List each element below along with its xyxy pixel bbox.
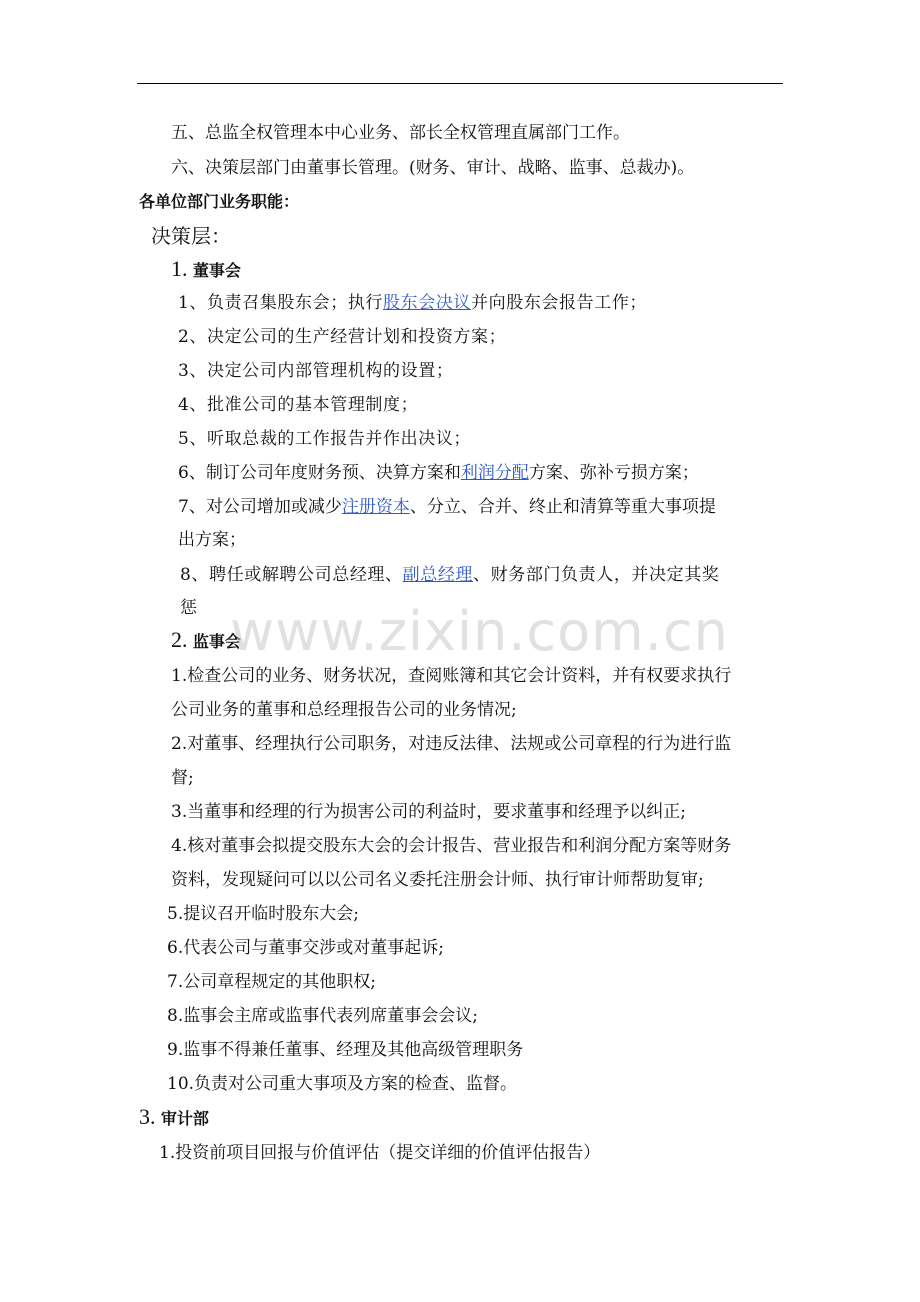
board-item-6-text-end: 方案、弥补亏损方案； — [528, 463, 699, 483]
board-title: 董事会 — [192, 261, 241, 280]
header-rule — [137, 83, 783, 84]
board-item-1-text-end: 并向股东会报告工作； — [471, 293, 648, 313]
link-deputy-gm[interactable]: 副总经理 — [402, 565, 474, 585]
board-item-3: 3、决定公司内部管理机构的设置； — [178, 361, 454, 381]
supervisory-item-7: 7.公司章程规定的其他职权; — [167, 972, 376, 992]
supervisory-item-8: 8.监事会主席或监事代表列席董事会会议; — [167, 1006, 478, 1026]
supervisory-item-1a: 1.检查公司的业务、财务状况，查阅账簿和其它会计资料，并有权要求执行 — [171, 666, 732, 686]
supervisory-item-4b: 资料，发现疑问可以以公司名义委托注册会计师、执行审计师帮助复审; — [171, 870, 704, 890]
layer-title: 决策层： — [151, 224, 231, 248]
link-profit-distribution[interactable]: 利润分配 — [460, 463, 529, 483]
board-item-4: 4、批准公司的基本管理制度； — [178, 395, 419, 415]
board-item-7-text: 7、对公司增加或减少 — [178, 497, 342, 517]
board-item-6 — [178, 461, 699, 485]
board-item-1 — [178, 291, 647, 315]
audit-heading — [139, 1105, 209, 1131]
supervisory-item-5: 5.提议召开临时股东大会; — [167, 904, 359, 924]
supervisory-number: 2. — [171, 627, 188, 652]
board-item-2: 2、决定公司的生产经营计划和投资方案； — [178, 327, 507, 347]
watermark: www.zixin.com.cn — [230, 600, 729, 663]
audit-item-1: 1.投资前项目回报与价值评估（提交详细的价值评估报告） — [159, 1143, 601, 1163]
link-shareholder-resolution[interactable]: 股东会决议 — [383, 293, 472, 313]
audit-number: 3. — [139, 1104, 156, 1129]
intro-line-6: 六、决策层部门由董事长管理。(财务、审计、战略、监事、总裁办)。 — [171, 158, 695, 178]
supervisory-item-4a: 4.核对董事会拟提交股东大会的会计报告、营业报告和利润分配方案等财务 — [171, 836, 732, 856]
board-item-1-text: 1、负责召集股东会；执行 — [178, 293, 384, 313]
board-heading — [171, 257, 241, 283]
board-number: 1. — [171, 256, 188, 281]
audit-title: 审计部 — [160, 1109, 209, 1128]
board-item-8-text-end: 、财务部门负责人，并决定其奖 — [473, 565, 720, 585]
intro-line-5: 五、总监全权管理本中心业务、部长全权管理直属部门工作。 — [171, 123, 630, 143]
board-item-8 — [180, 563, 719, 587]
board-item-8-cont: 惩 — [180, 598, 197, 618]
supervisory-item-9: 9.监事不得兼任董事、经理及其他高级管理职务 — [167, 1040, 524, 1060]
board-item-7-cont: 出方案； — [178, 530, 246, 550]
board-item-5: 5、听取总裁的工作报告并作出决议； — [178, 429, 472, 449]
supervisory-item-2a: 2.对董事、经理执行公司职务，对违反法律、法规或公司章程的行为进行监 — [171, 734, 732, 754]
supervisory-item-2b: 督; — [171, 768, 194, 788]
link-registered-capital[interactable]: 注册资本 — [341, 497, 410, 517]
section-title: 各单位部门业务职能： — [139, 192, 300, 211]
supervisory-item-6: 6.代表公司与董事交涉或对董事起诉; — [167, 938, 444, 958]
supervisory-item-10: 10.负责对公司重大事项及方案的检查、监督。 — [167, 1074, 518, 1094]
board-item-7 — [178, 495, 716, 519]
supervisory-item-3: 3.当董事和经理的行为损害公司的利益时，要求董事和经理予以纠正; — [171, 802, 686, 822]
board-item-7-text-end: 、分立、合并、终止和清算等重大事项提 — [409, 497, 716, 517]
supervisory-item-1b: 公司业务的董事和总经理报告公司的业务情况; — [171, 700, 517, 720]
board-item-6-text: 6、制订公司年度财务预、决算方案和 — [178, 463, 461, 483]
supervisory-title: 监事会 — [192, 632, 241, 651]
board-item-8-text: 8、聘任或解聘公司总经理、 — [180, 565, 403, 585]
